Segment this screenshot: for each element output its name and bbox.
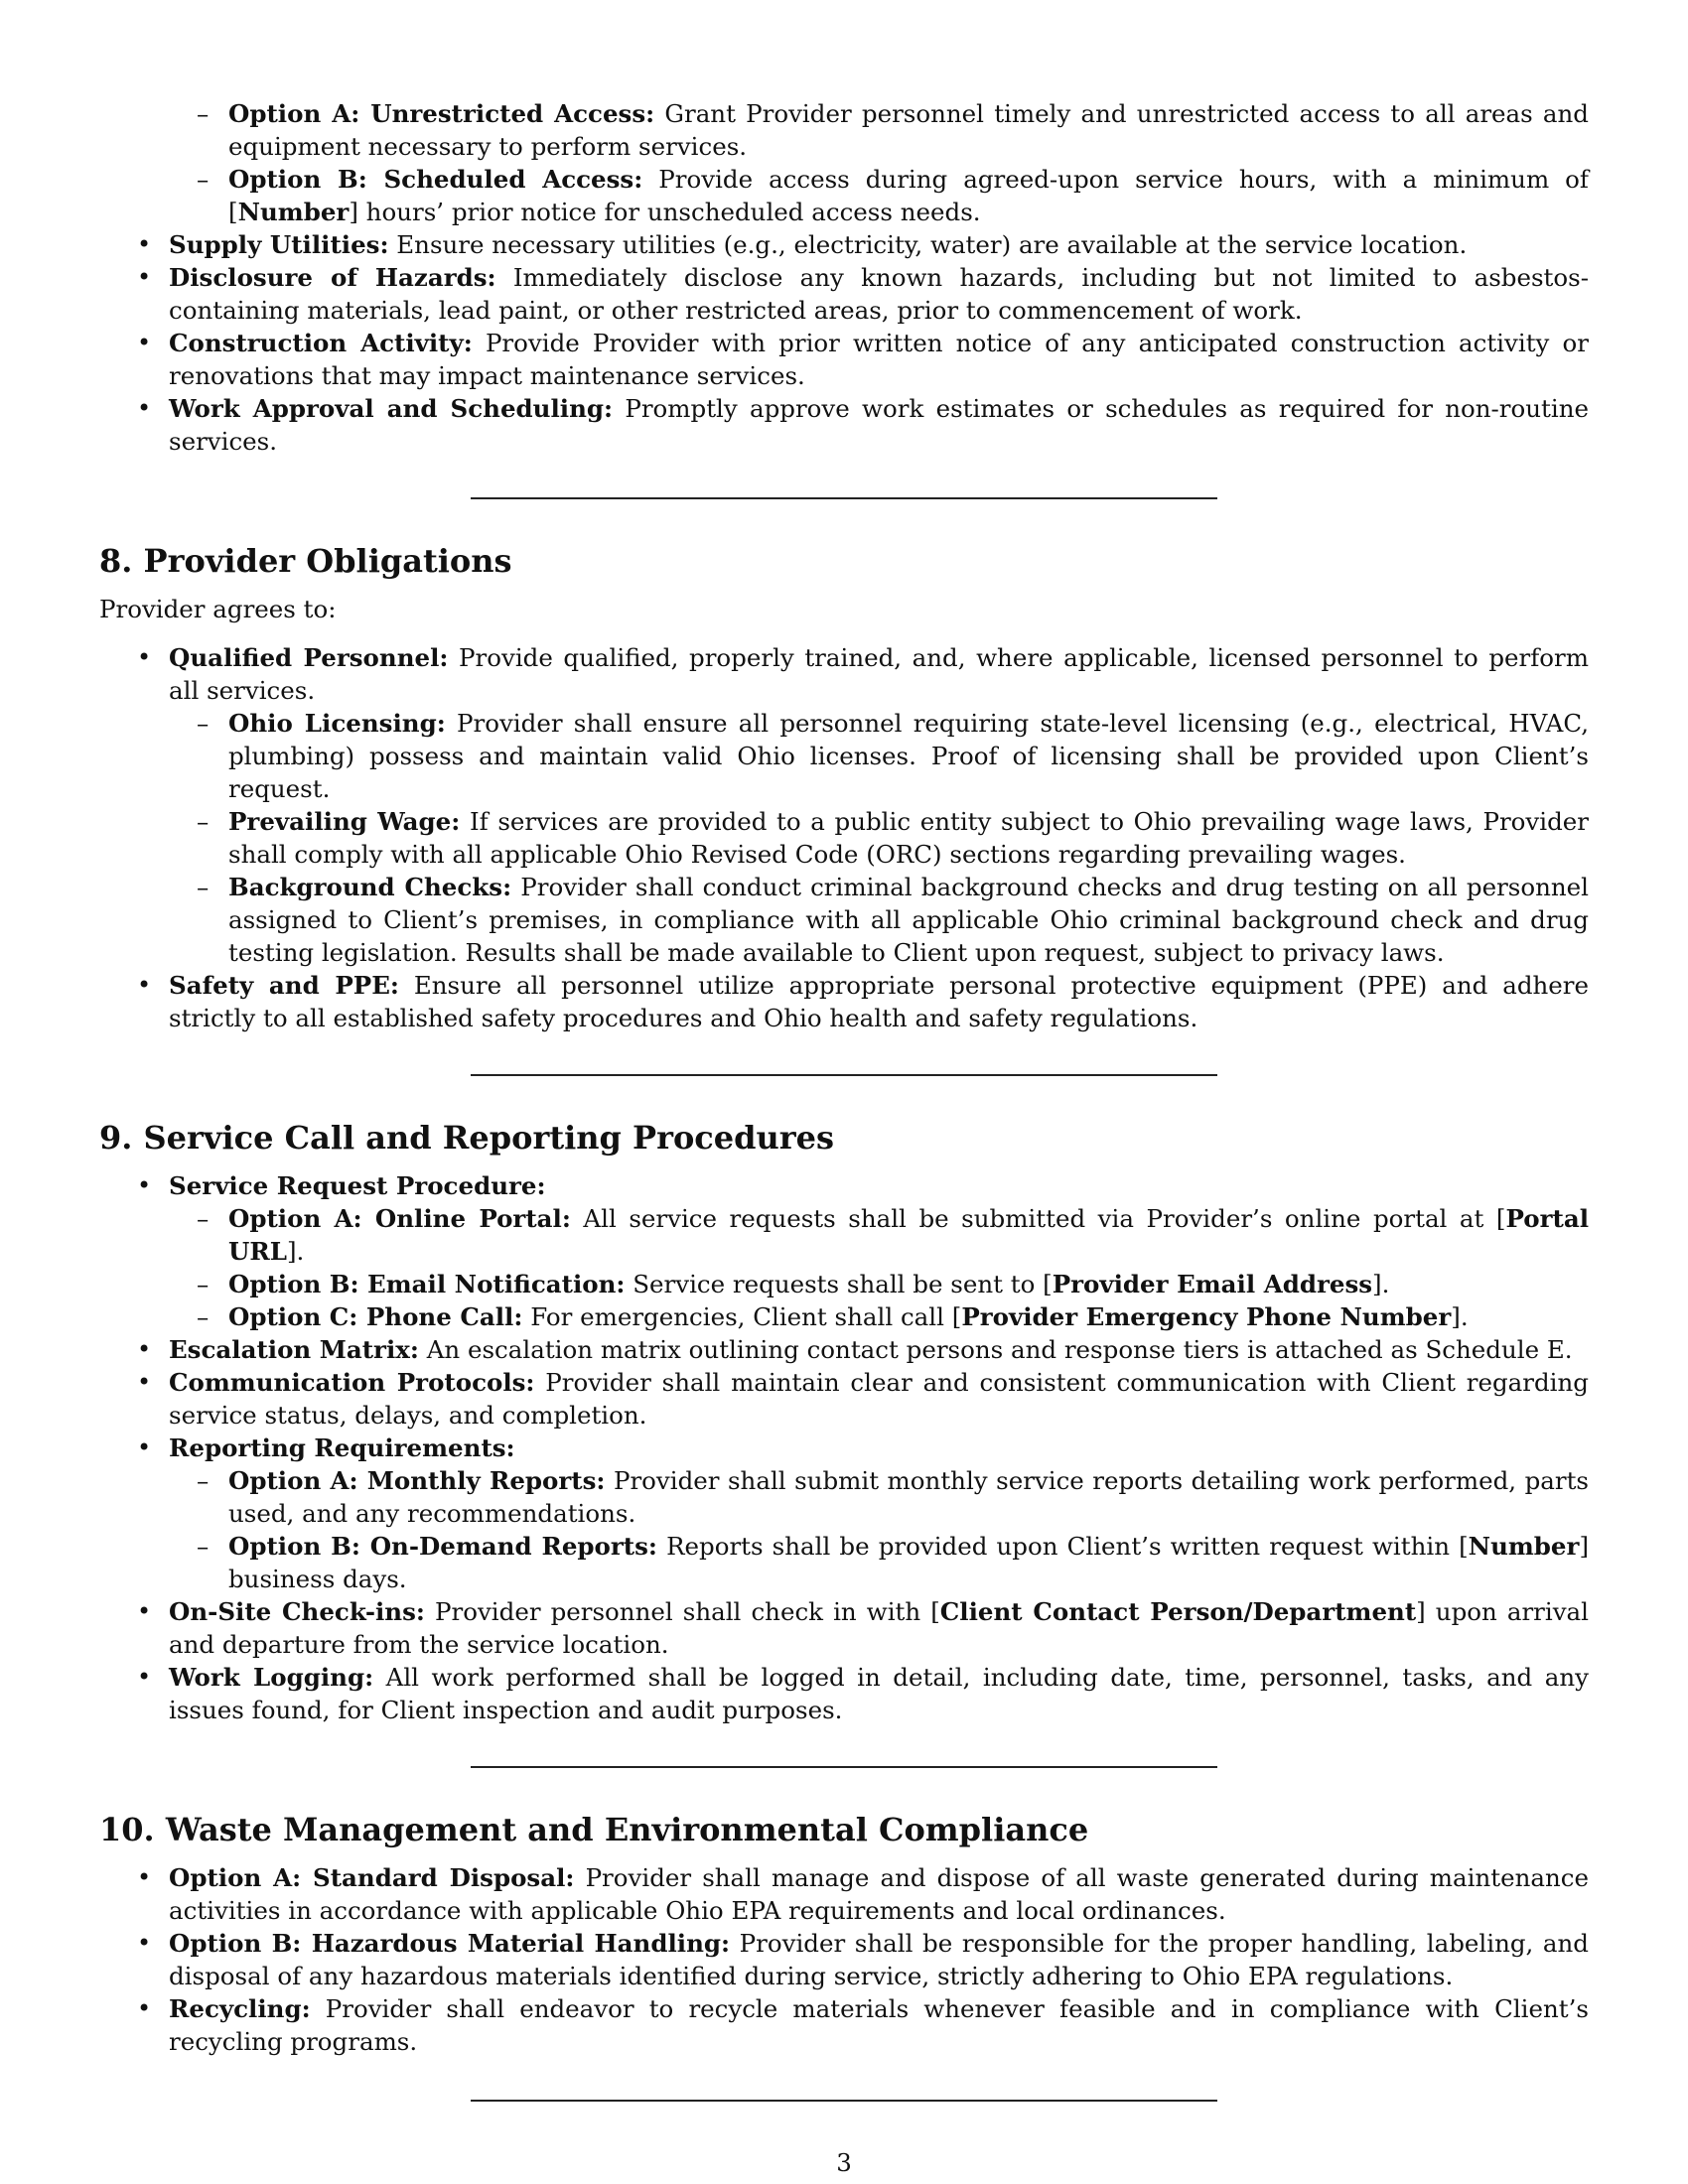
section-divider	[471, 497, 1217, 499]
list-item: – Option A: Monthly Reports: Provider shall submit monthly service reports detailing work performed, parts used, and any recommendations.	[99, 1464, 1589, 1530]
list-item: • Safety and PPE: Ensure all personnel utilize appropriate personal protective equipment (PPE) and adhere strictly to all established safety procedures and Ohio health and safety regulations.	[99, 969, 1589, 1034]
list-item: • On-Site Check-ins: Provider personnel shall check in with [Client Contact Person/Department] upon arrival and departure from the service location.	[99, 1595, 1589, 1661]
list-item: • Communication Protocols: Provider shall maintain clear and consistent communication with Client regarding service status, delays, and completion.	[99, 1366, 1589, 1432]
list-item: – Background Checks: Provider shall conduct criminal background checks and drug testing on all personnel assigned to Client’s premises, in compliance with all applicable Ohio criminal background check and drug testing legislation. Results shall be made available to Client upon request, subject to privacy laws.	[99, 871, 1589, 969]
sublist	[99, 1202, 1589, 1333]
list-item: – Option B: On-Demand Reports: Reports shall be provided upon Client’s written request within [Number] business days.	[99, 1530, 1589, 1595]
service-call-list	[99, 1169, 1589, 1726]
list-item: • Work Logging: All work performed shall be logged in detail, including date, time, personnel, tasks, and any issues found, for Client inspection and audit purposes.	[99, 1661, 1589, 1726]
list-item: – Prevailing Wage: If services are provided to a public entity subject to Ohio prevailing wage laws, Provider shall comply with all applicable Ohio Revised Code (ORC) sections regarding prevailing wages.	[99, 805, 1589, 871]
client-access-options	[99, 97, 1589, 228]
section-divider	[471, 2100, 1217, 2102]
section-intro: Provider agrees to:	[99, 595, 337, 623]
client-obligations-list	[99, 228, 1589, 458]
list-item: • Reporting Requirements: – Option A: Monthly Reports: Provider shall submit monthly service reports detailing work performed, parts used, and any recommendations. – Option B: On-Demand Reports: Reports shall be provided upon Client’s written request within [Number] business days.	[99, 1432, 1589, 1595]
section-heading-10: 10. Waste Management and Environmental Compliance	[99, 1811, 1089, 1848]
list-item: – Option A: Online Portal: All service requests shall be submitted via Provider’s online portal at [Portal URL].	[99, 1202, 1589, 1268]
section-heading-8: 8. Provider Obligations	[99, 542, 512, 580]
list-item: • Supply Utilities: Ensure necessary utilities (e.g., electricity, water) are available at the service location.	[99, 228, 1589, 261]
section-divider	[471, 1074, 1217, 1076]
sublist	[99, 707, 1589, 969]
list-item: • Escalation Matrix: An escalation matrix outlining contact persons and response tiers is attached as Schedule E.	[99, 1333, 1589, 1366]
list-item: • Option A: Standard Disposal: Provider shall manage and dispose of all waste generated during maintenance activities in accordance with applicable Ohio EPA requirements and local ordinances.	[99, 1861, 1589, 1927]
list-item: • Work Approval and Scheduling: Promptly approve work estimates or schedules as required for non-routine services.	[99, 392, 1589, 458]
section-divider	[471, 1766, 1217, 1768]
section-heading-9: 9. Service Call and Reporting Procedures	[99, 1119, 835, 1157]
list-item: – Option A: Unrestricted Access: Grant Provider personnel timely and unrestricted access to all areas and equipment necessary to perform services.	[99, 97, 1589, 163]
list-item: • Recycling: Provider shall endeavor to recycle materials whenever feasible and in compliance with Client’s recycling programs.	[99, 1992, 1589, 2058]
page-content	[99, 97, 1589, 2102]
list-item: • Qualified Personnel: Provide qualified, properly trained, and, where applicable, licensed personnel to perform all services. – Ohio Licensing: Provider shall ensure all personnel requiring state-level licensing (e.g., electrical, HVAC, plumbing) possess and maintain valid Ohio licenses. Proof of licensing shall be provided upon Client’s request. – Prevailing Wage: If services are provided to a public entity subject to Ohio prevailing wage laws, Provider shall comply with all applicable Ohio Revised Code (ORC) sections regarding prevailing wages. – Background Checks: Provider shall conduct criminal background checks and drug testing on all personnel assigned to Client’s premises, in compliance with all applicable Ohio criminal background check and drug testing legislation. Results shall be made available to Client upon request, subject to privacy laws.	[99, 641, 1589, 969]
list-item: – Option B: Scheduled Access: Provide access during agreed-upon service hours, with a minimum of [Number] hours’ prior notice for unscheduled access needs.	[99, 163, 1589, 228]
list-item: • Option B: Hazardous Material Handling: Provider shall be responsible for the proper handling, labeling, and disposal of any hazardous materials identified during service, strictly adhering to Ohio EPA regulations.	[99, 1927, 1589, 1992]
sublist	[99, 1464, 1589, 1595]
list-item: • Disclosure of Hazards: Immediately disclose any known hazards, including but not limited to asbestos-containing materials, lead paint, or other restricted areas, prior to commencement of work.	[99, 261, 1589, 327]
list-item: – Option B: Email Notification: Service requests shall be sent to [Provider Email Address].	[99, 1268, 1589, 1300]
provider-obligations-list	[99, 641, 1589, 1034]
list-item: – Ohio Licensing: Provider shall ensure all personnel requiring state-level licensing (e.g., electrical, HVAC, plumbing) possess and maintain valid Ohio licenses. Proof of licensing shall be provided upon Client’s request.	[99, 707, 1589, 805]
waste-management-list	[99, 1861, 1589, 2058]
page-number: 3	[836, 2148, 852, 2177]
list-item: • Construction Activity: Provide Provider with prior written notice of any anticipated construction activity or renovations that may impact maintenance services.	[99, 327, 1589, 392]
list-item: • Service Request Procedure: – Option A: Online Portal: All service requests shall be submitted via Provider’s online portal at [Portal URL]. – Option B: Email Notification: Service requests shall be sent to [Provider Email Address]. – Option C: Phone Call: For emergencies, Client shall call [Provider Emergency Phone Number].	[99, 1169, 1589, 1333]
list-item: – Option C: Phone Call: For emergencies, Client shall call [Provider Emergency Phone Number].	[99, 1300, 1589, 1333]
